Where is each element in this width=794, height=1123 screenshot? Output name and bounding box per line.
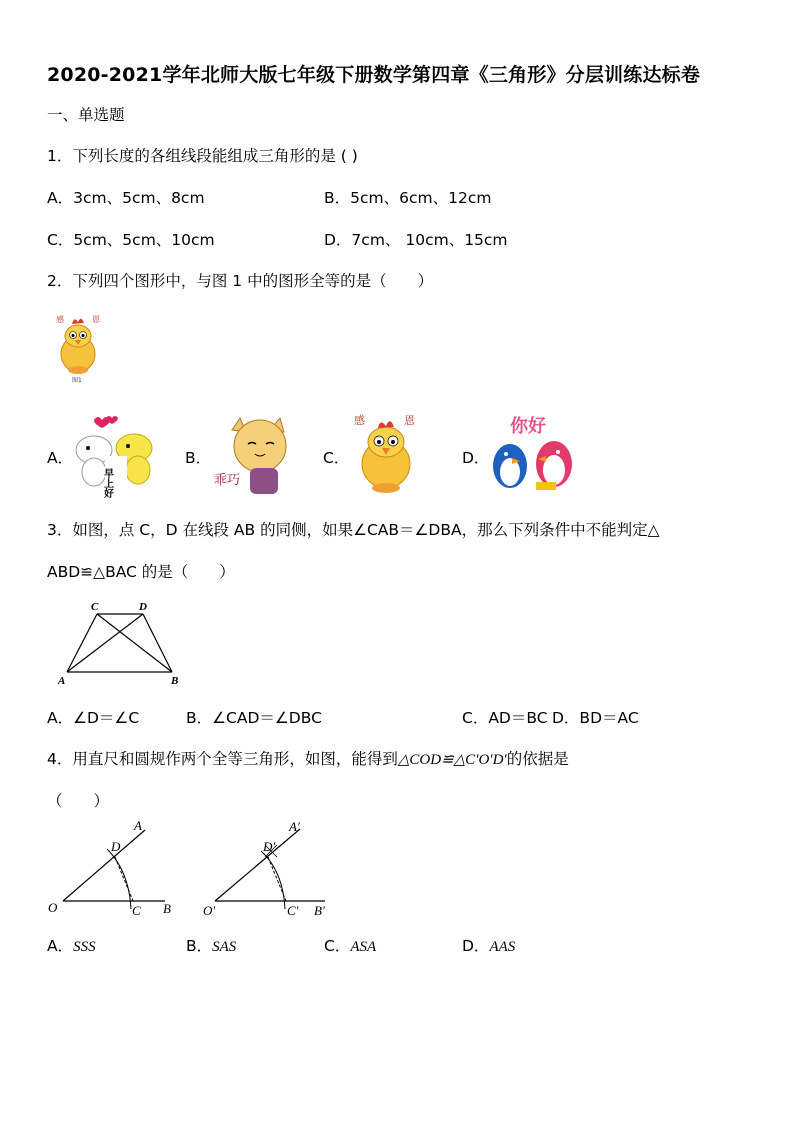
q4-stem-line1 — [47, 747, 569, 769]
q2-option-c-text-1: 感 — [354, 414, 365, 427]
q4-label-b2: B′ — [314, 903, 325, 918]
q4-option-b-value: SAS — [212, 939, 237, 955]
q2-option-c-image — [350, 410, 422, 495]
q3-option-b[interactable]: B．∠CAD＝∠DBC — [186, 709, 322, 727]
q2-stem: 2．下列四个图形中，与图 1 中的图形全等的是（ ） — [47, 272, 434, 290]
q2-option-b-image — [210, 410, 305, 498]
q3-segment-ad — [67, 614, 143, 672]
q4-label-c: C — [132, 903, 141, 918]
q4-option-c[interactable] — [324, 934, 376, 956]
q4-option-d-value: AAS — [489, 939, 516, 955]
q4-ray-o2a2 — [215, 829, 300, 901]
q1-option-a[interactable]: A．3cm、5cm、8cm — [47, 189, 205, 207]
q4-stem-pre: 4．用直尺和圆规作两个全等三角形，如图，能得到 — [47, 750, 398, 768]
page-title: 2020-2021学年北师大版七年级下册数学第四章《三角形》分层训练达标卷 — [47, 64, 701, 86]
q3-label-c: C — [91, 601, 99, 613]
q4-stem-post: 的依据是 — [506, 750, 569, 768]
q3-option-d[interactable]: D．BD＝AC — [552, 709, 639, 727]
q4-option-c-value: ASA — [350, 939, 377, 955]
section-heading: 一、单选题 — [47, 106, 125, 124]
q4-segment-dc — [115, 857, 133, 901]
q3-segment-ac — [67, 614, 97, 672]
q4-figure-left — [45, 815, 185, 920]
q1-option-c[interactable]: C．5cm、5cm、10cm — [47, 231, 215, 249]
q2-fig-text-1: 感 — [56, 315, 64, 324]
q3-segment-cb — [97, 614, 172, 672]
q3-label-a: A — [58, 675, 66, 687]
q4-label-c2: C′ — [287, 903, 299, 918]
q4-label-d: D — [111, 839, 121, 854]
q4-option-a-value: SSS — [73, 939, 96, 955]
q4-label-a2: A′ — [289, 819, 300, 834]
q3-label-d: D — [139, 601, 147, 613]
q4-label-a: A — [134, 818, 142, 833]
q2-option-c[interactable]: C． — [323, 449, 350, 467]
q4-option-b[interactable] — [186, 934, 236, 956]
q3-stem-line1: 3．如图，点 C，D 在线段 AB 的同侧，如果∠CAB＝∠DBA，那么下列条件中不能判定△ — [47, 521, 660, 539]
q4-option-a[interactable] — [47, 934, 96, 956]
q2-fig-text-2: 恩 — [92, 315, 100, 324]
q1-option-b[interactable]: B．5cm、6cm、12cm — [324, 189, 492, 207]
q1-stem: 1．下列长度的各组线段能组成三角形的是 ( ) — [47, 147, 358, 165]
q2-option-b[interactable]: B． — [185, 449, 212, 467]
q2-option-d[interactable]: D． — [462, 449, 490, 467]
q4-option-b-prefix: B． — [186, 937, 213, 955]
q4-option-c-prefix: C． — [324, 937, 351, 955]
q4-option-d-prefix: D． — [462, 937, 490, 955]
q3-label-b: B — [171, 675, 179, 687]
q4-label-b: B — [163, 901, 171, 916]
q4-option-d[interactable] — [462, 934, 515, 956]
q4-arc — [107, 849, 131, 909]
q3-segment-db — [143, 614, 172, 672]
q2-option-c-text-2: 恩 — [404, 414, 415, 427]
q2-option-a-image — [72, 412, 162, 498]
q4-figure-right — [195, 815, 345, 920]
q4-label-o: O — [48, 900, 58, 915]
q4-label-d2: D′ — [263, 839, 276, 854]
q4-stem-line2: （ ） — [47, 792, 110, 810]
q2-option-d-text: 你好 — [510, 416, 546, 437]
q4-label-o2: O′ — [203, 903, 216, 918]
q2-option-d-image — [488, 410, 588, 495]
q3-figure — [55, 598, 190, 688]
q2-fig-caption: 图1 — [72, 377, 82, 384]
q3-option-a[interactable]: A．∠D＝∠C — [47, 709, 140, 727]
q3-option-c[interactable]: C．AD＝BC — [462, 709, 548, 727]
q4-stem-math: △COD≌△C′O′D′ — [397, 752, 507, 768]
q1-option-d[interactable]: D．7cm、 10cm、15cm — [324, 231, 508, 249]
q4-ray-oa — [63, 830, 145, 901]
q3-stem-line2: ABD≌△BAC 的是（ ） — [47, 563, 235, 581]
q4-option-a-prefix: A． — [47, 937, 74, 955]
q2-figure1-chick — [52, 310, 107, 385]
q2-option-a-text: 早上好 — [101, 468, 113, 498]
q2-option-b-text: 乖巧 — [214, 473, 241, 488]
q2-option-a[interactable]: A． — [47, 449, 74, 467]
